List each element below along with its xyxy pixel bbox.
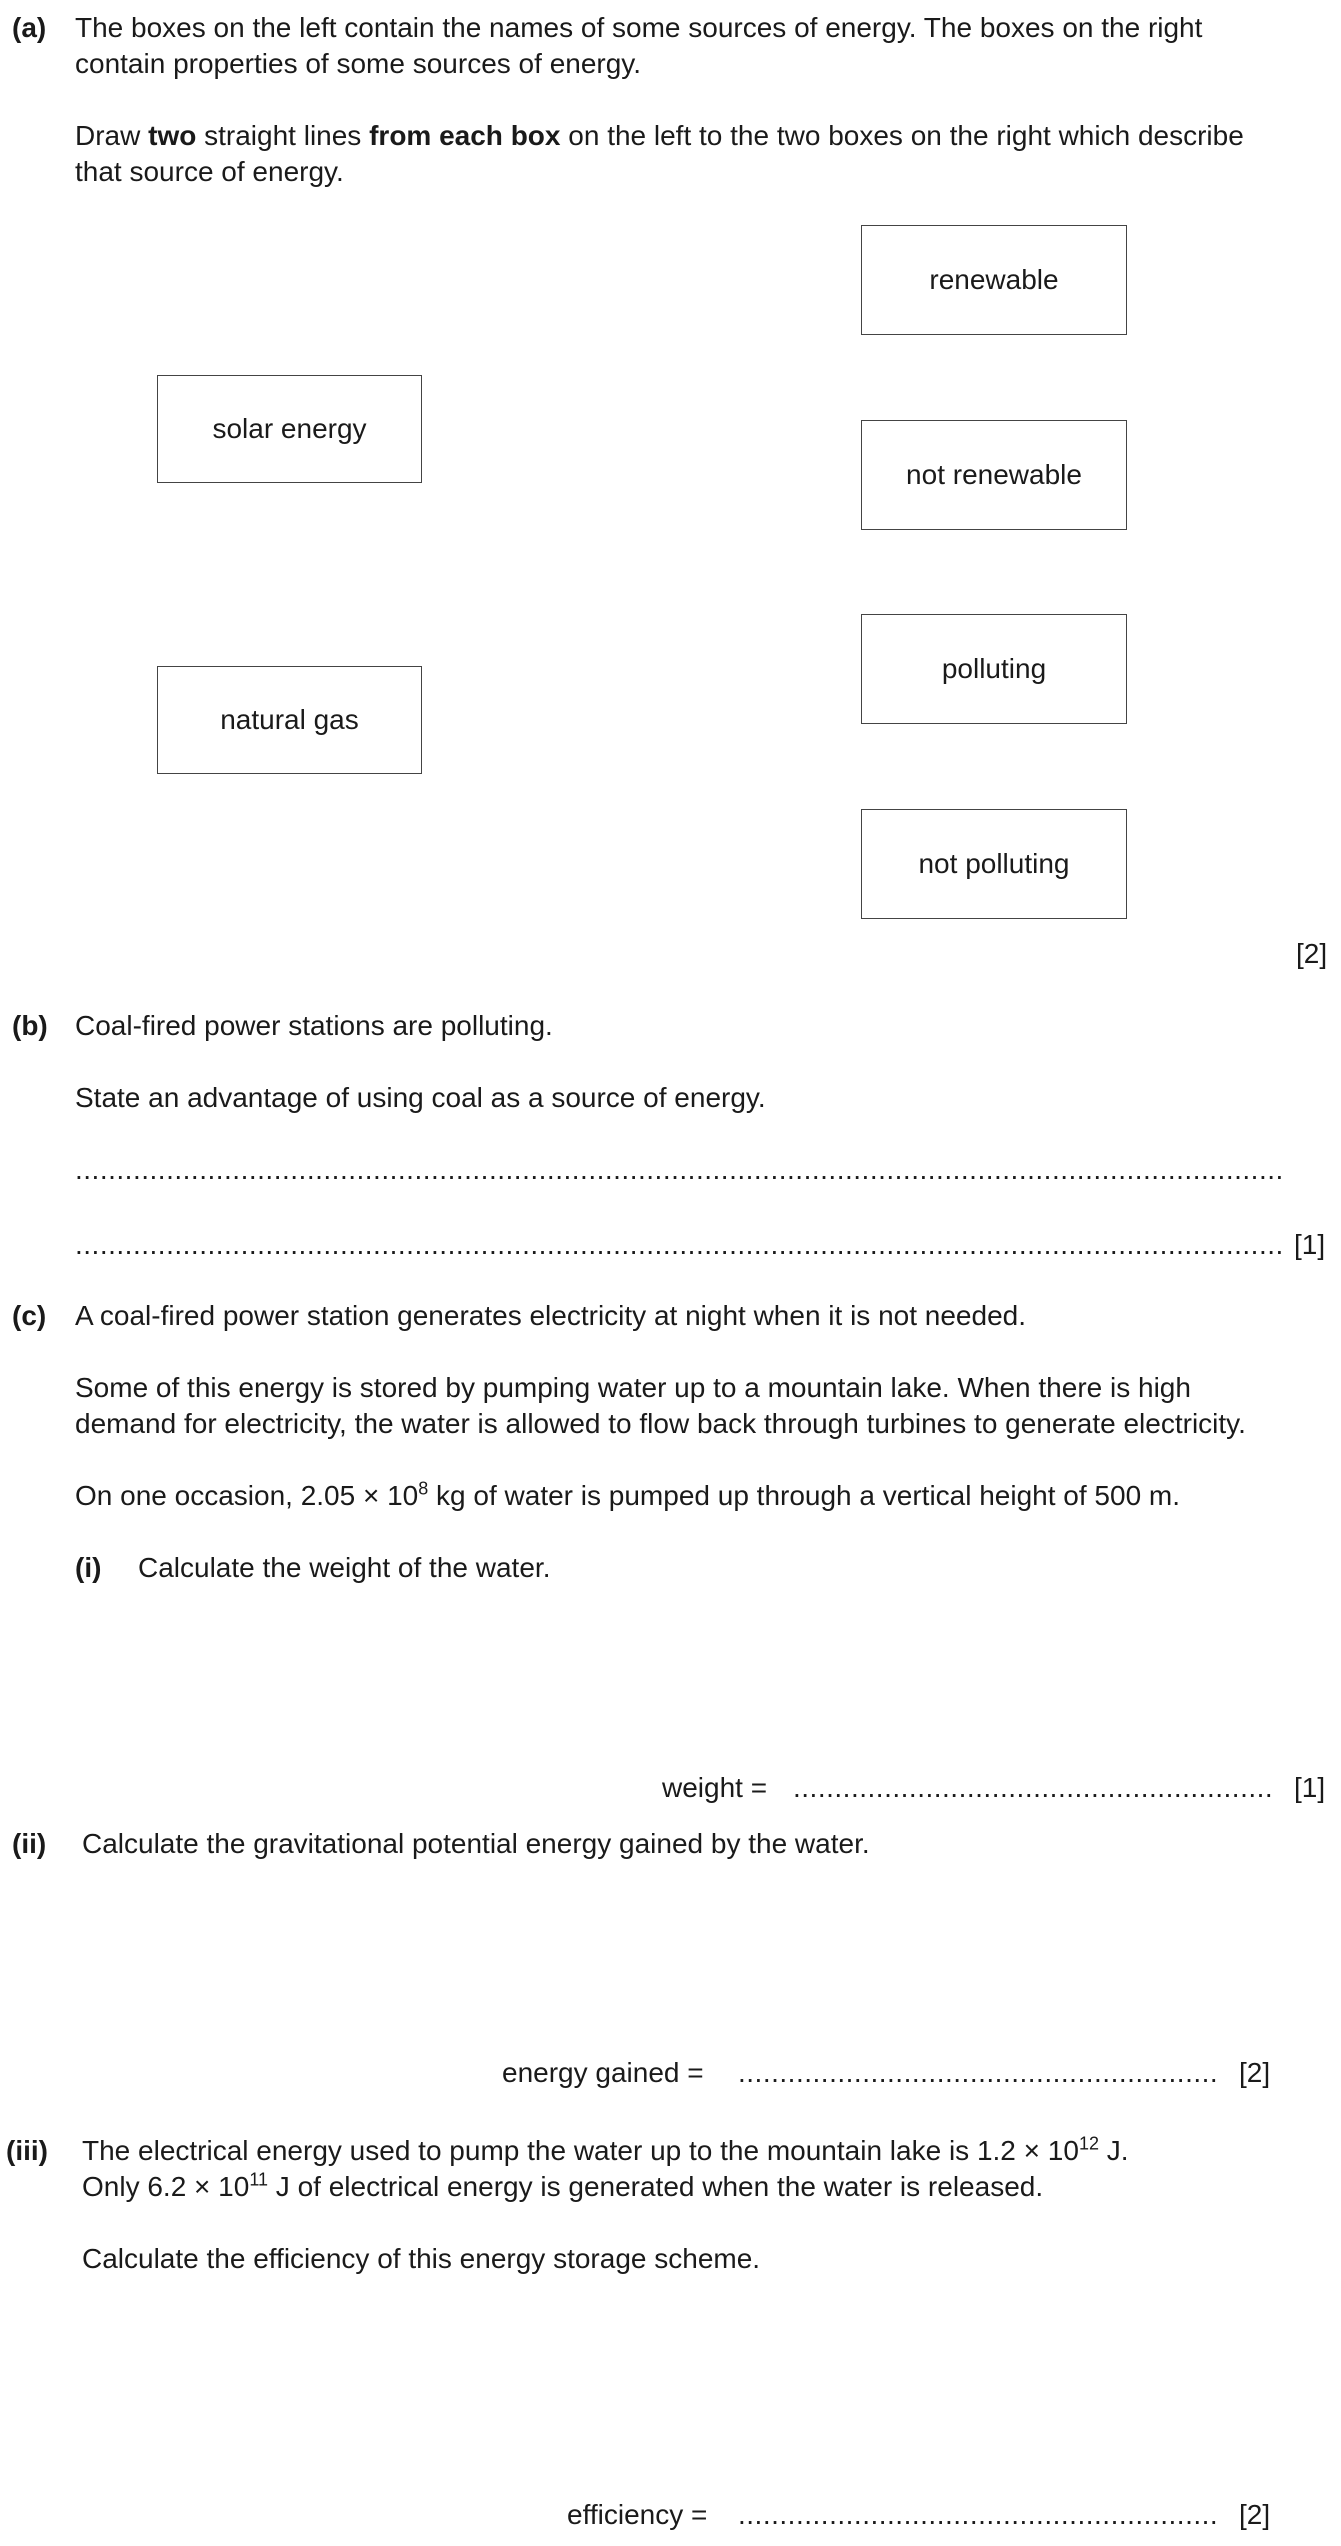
part-c-ii-label: (ii) xyxy=(12,1828,47,1859)
box-renewable[interactable]: renewable xyxy=(861,225,1127,335)
part-c-i-label: (i) xyxy=(75,1552,102,1583)
part-a-instruction: Draw two straight lines from each box on the left to the two boxes on the right which describe xyxy=(75,120,1244,151)
part-c-paragraph-line1: Some of this energy is stored by pumping water up to a mountain lake. When there is high xyxy=(75,1372,1191,1403)
part-c-occasion: On one occasion, $2.05 \times 10^8$ kg of water is pumped up through a vertical height of 500 m. xyxy=(75,1478,1181,1511)
efficiency-answer-line[interactable]: .......................................................... xyxy=(738,2499,1219,2530)
box-polluting[interactable]: polluting xyxy=(861,614,1127,724)
energy-gained-answer-line[interactable]: .......................................................... xyxy=(738,2057,1219,2088)
part-c-i-question: Calculate the weight of the water. xyxy=(138,1552,551,1583)
box-natural-gas[interactable]: natural gas xyxy=(157,666,422,774)
part-c-iii-marks: [2] xyxy=(1239,2499,1271,2530)
part-c-iii-question: Calculate the efficiency of this energy storage scheme. xyxy=(82,2243,761,2274)
box-not-polluting[interactable]: not polluting xyxy=(861,809,1127,919)
part-c-statement: A coal-fired power station generates electricity at night when it is not needed. xyxy=(75,1300,1026,1331)
part-c-iii-label: (iii) xyxy=(6,2135,48,2166)
part-b-answer-line-2[interactable]: .................................................................................................................................................. xyxy=(75,1229,1284,1260)
part-b-marks: [1] xyxy=(1294,1229,1326,1260)
part-c-paragraph-line2: demand for electricity, the water is allowed to flow back through turbines to generate electricity. xyxy=(75,1408,1246,1439)
weight-answer-label: weight = xyxy=(662,1772,768,1803)
part-c-i-marks: [1] xyxy=(1294,1772,1326,1803)
part-b-label: (b) xyxy=(12,1010,48,1041)
part-c-ii-marks: [2] xyxy=(1239,2057,1271,2088)
part-b-answer-line-1[interactable]: .................................................................................................................................................. xyxy=(75,1154,1284,1185)
part-c-ii-question: Calculate the gravitational potential energy gained by the water. xyxy=(82,1828,870,1859)
box-solar-energy[interactable]: solar energy xyxy=(157,375,422,483)
part-a-label: (a) xyxy=(12,12,47,43)
energy-gained-answer-label: energy gained = xyxy=(502,2057,704,2088)
part-b-statement: Coal-fired power stations are polluting. xyxy=(75,1010,553,1041)
part-c-iii-line1: The electrical energy used to pump the water up to the mountain lake is $1.2 \times 10^{12}$ J. xyxy=(82,2133,1129,2166)
part-a-intro-line1: The boxes on the left contain the names of some sources of energy. The boxes on the right xyxy=(75,12,1203,43)
efficiency-answer-label: efficiency = xyxy=(567,2499,708,2530)
part-c-iii-line2: Only $6.2 \times 10^{11}$ J of electrical energy is generated when the water is released. xyxy=(82,2169,1044,2202)
part-b-question: State an advantage of using coal as a source of energy. xyxy=(75,1082,766,1113)
weight-answer-line[interactable]: .......................................................... xyxy=(793,1772,1274,1803)
part-a-intro-line2: contain properties of some sources of energy. xyxy=(75,48,642,79)
part-a-marks: [2] xyxy=(1296,938,1328,969)
part-c-label: (c) xyxy=(12,1300,47,1331)
box-not-renewable[interactable]: not renewable xyxy=(861,420,1127,530)
part-a-instruction-line2: that source of energy. xyxy=(75,156,344,187)
